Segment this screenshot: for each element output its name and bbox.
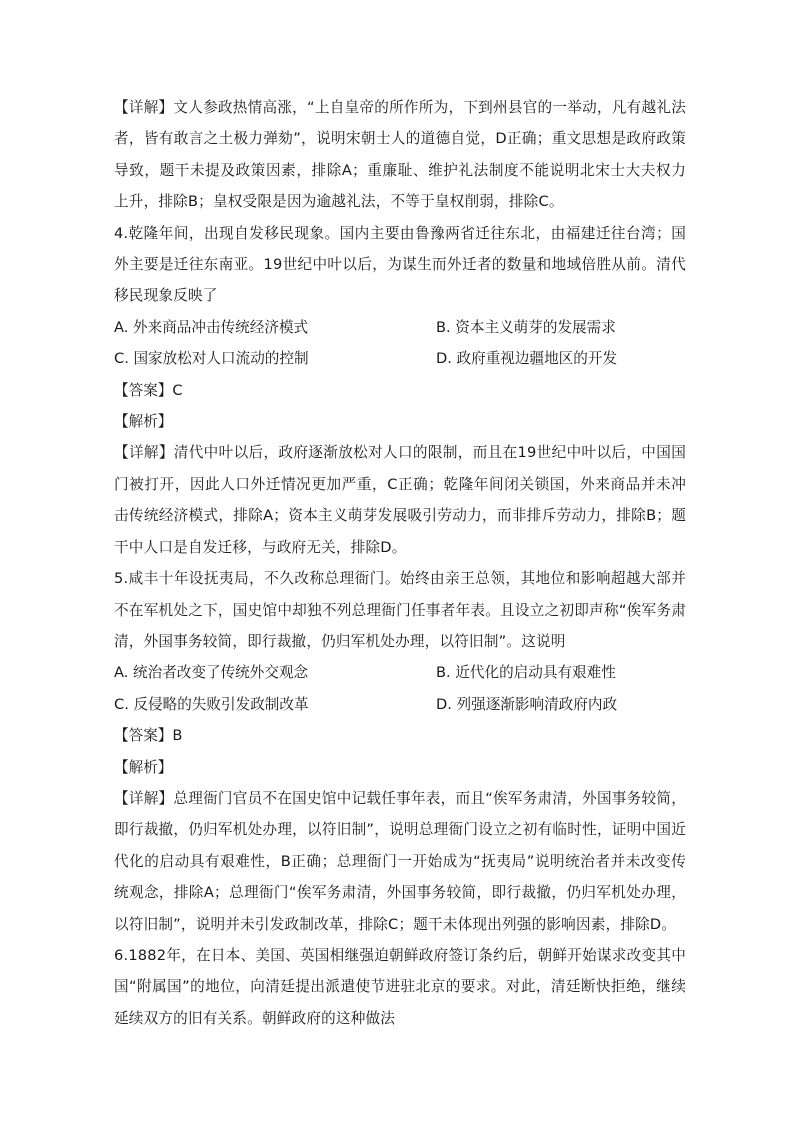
q6-stem: 6.1882年，在日本、美国、英国相继强迫朝鲜政府签订条约后，朝鲜开始谋求改变其中国“附属国”的地位，向清廷提出派遣使节进驻北京的要求。对此，清廷断快拒绝，继续延续双方的旧有关系。朝鲜政府的这种做法 (114, 946, 686, 1027)
q4-options (114, 312, 686, 375)
q3-detail: 【详解】文人参政热情高涨，“上自皇帝的所作所为，下到州县官的一举动，凡有越礼法者，皆有敢言之土极力弹劾”，说明宋朝士人的道德自觉，D正确；重文思想是政府政策导致，题干未提及政策因素，排除A；重廉耻、维护礼法制度不能说明北宋士大夫权力上升，排除B；皇权受限是因为逾越礼法，不等于皇权削弱，排除C。 (114, 99, 686, 211)
q5-analysis-label: 【解析】 (114, 758, 173, 776)
q4-stem: 4.乾隆年间，出现自发移民现象。国内主要由鲁豫两省迁往东北，由福建迁往台湾；国外主要是迁往东南亚。19世纪中叶以后，为谋生而外迁者的数量和地域倍胜从前。清代移民现象反映了 (114, 224, 686, 305)
document-page (114, 92, 686, 1034)
q5-answer: 【答案】B (114, 727, 183, 745)
q5-option-b: B. 近代化的启动具有艰难性 (436, 664, 616, 682)
q4-option-c: C. 国家放松对人口流动的控制 (114, 350, 309, 368)
q4-detail: 【详解】清代中叶以后，政府逐渐放松对人口的限制，而且在19世纪中叶以后，中国国门被打开，因此人口外迁情况更加严重，C正确；乾隆年间闭关锁国，外来商品并未冲击传统经济模式，排除A；资本主义萌芽发展吸引劳动力，而非排斥劳动力，排除B；题干中人口是自发迁移，与政府无关，排除D。 (114, 444, 686, 556)
q5-detail: 【详解】总理衙门官员不在国史馆中记载任事年表，而且“俟军务肃清，外国事务较简，即行裁撤，仍归军机处办理，以符旧制”，说明总理衙门设立之初有临时性，证明中国近代化的启动具有艰难性，B正确；总理衙门一开始成为“抚夷局”说明统治者并未改变传统观念，排除A；总理衙门“俟军务肃清，外国事务较简，即行裁撤，仍归军机处办理，以符旧制”，说明并未引发政制改革，排除C；题干未体现出列强的影响因素，排除D。 (114, 789, 686, 933)
q5-options (114, 657, 686, 720)
q5-option-a: A. 统治者改变了传统外交观念 (114, 664, 309, 682)
q5-option-d: D. 列强逐渐影响清政府内政 (436, 695, 618, 713)
q4-analysis-label: 【解析】 (114, 413, 173, 431)
q4-option-b: B. 资本主义萌芽的发展需求 (436, 318, 616, 336)
q4-answer: 【答案】C (114, 381, 183, 399)
q5-stem: 5.咸丰十年设抚夷局，不久改称总理衙门。始终由亲王总领，其地位和影响超越大部并不在军机处之下，国史馆中却独不列总理衙门任事者年表。且设立之初即声称“俟军务肃清，外国事务较简，即行裁撤，仍归军机处办理，以符旧制”。这说明 (114, 570, 686, 650)
q5-option-c: C. 反侵略的失败引发政制改革 (114, 695, 309, 713)
q4-option-a: A. 外来商品冲击传统经济模式 (114, 318, 309, 336)
q4-option-d: D. 政府重视边疆地区的开发 (436, 350, 618, 368)
